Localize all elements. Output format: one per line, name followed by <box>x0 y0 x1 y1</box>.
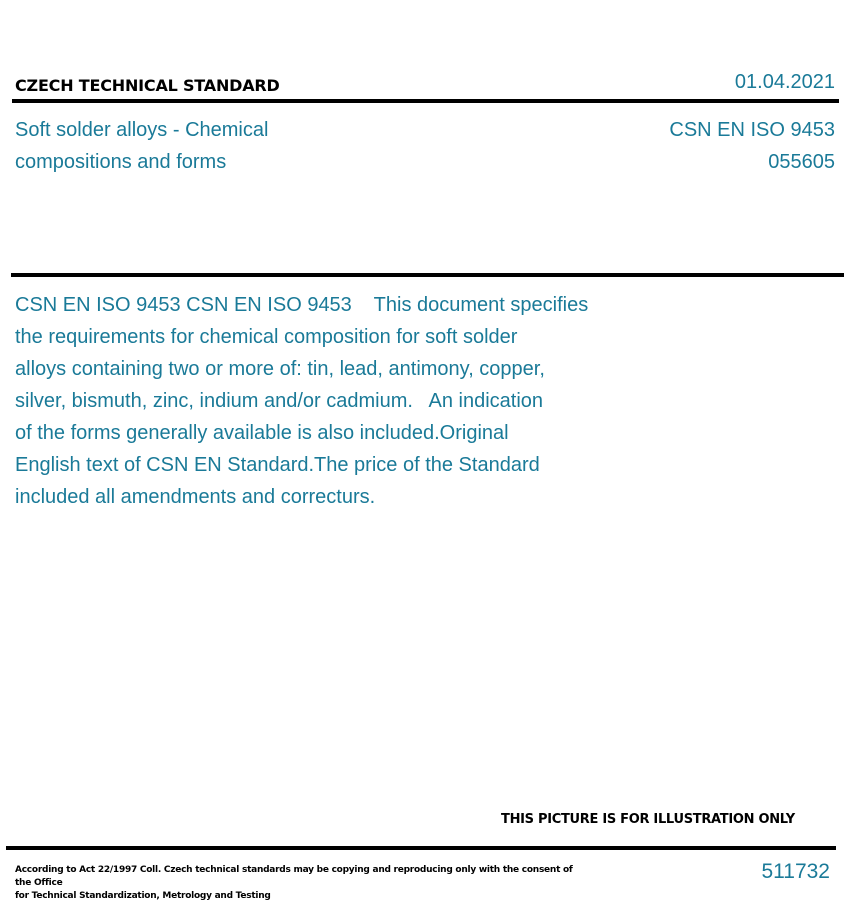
standard-code: CSN EN ISO 9453 <box>669 119 835 141</box>
description-line: of the forms generally available is also included.Original <box>15 422 509 444</box>
description-line: silver, bismuth, zinc, indium and/or cadmium. An indication <box>15 390 544 412</box>
bottom-divider <box>6 846 836 850</box>
top-divider <box>12 99 839 103</box>
standard-description <box>15 289 645 513</box>
description-line: CSN EN ISO 9453 CSN EN ISO 9453 This document specifies <box>15 294 589 316</box>
standard-title-line-2: compositions and forms <box>15 151 227 173</box>
standard-title-line-1: Soft solder alloys - Chemical <box>15 119 269 141</box>
document-number: 511732 <box>761 860 830 883</box>
legal-notice <box>15 864 585 903</box>
legal-notice-line-2: for Technical Standardization, Metrology and Testing <box>15 891 271 901</box>
description-line: included all amendments and correcturs. <box>15 486 376 508</box>
document-type-heading: CZECH TECHNICAL STANDARD <box>15 76 280 95</box>
description-line: alloys containing two or more of: tin, lead, antimony, copper, <box>15 358 545 380</box>
legal-notice-line-1: According to Act 22/1997 Coll. Czech technical standards may be copying and reproducing only with the consent of the Office <box>15 865 573 888</box>
standard-codes <box>669 114 835 178</box>
class-number: 055605 <box>768 151 835 173</box>
description-line: the requirements for chemical composition for soft solder <box>15 326 518 348</box>
middle-divider <box>11 273 844 277</box>
description-line: English text of CSN EN Standard.The price of the Standard <box>15 454 540 476</box>
illustration-disclaimer: THIS PICTURE IS FOR ILLUSTRATION ONLY <box>501 812 795 827</box>
publication-date: 01.04.2021 <box>734 71 835 93</box>
standard-title <box>15 114 415 178</box>
